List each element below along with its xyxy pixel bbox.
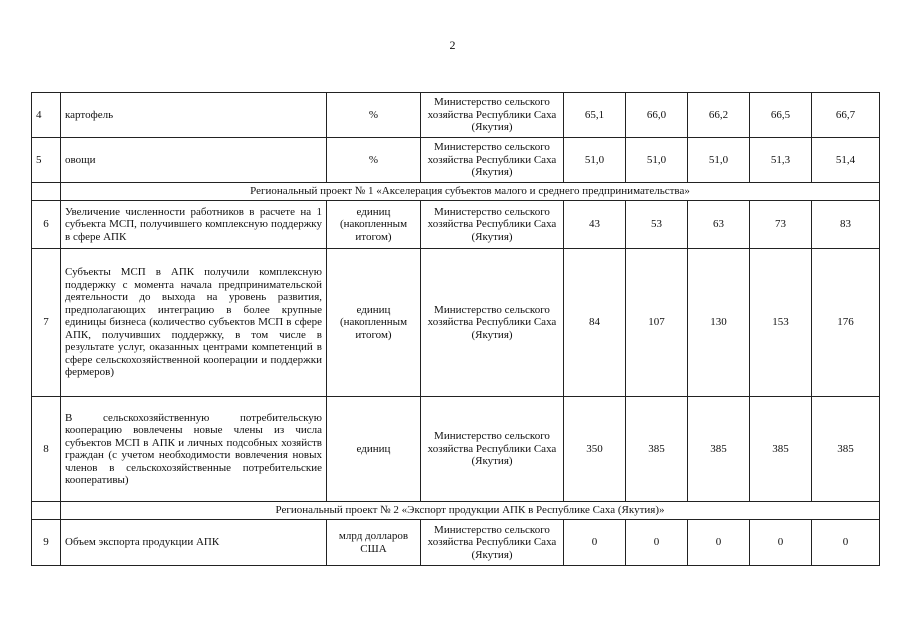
ministry-cell: Министерство сельского хозяйства Республики Саха (Якутия) <box>421 138 564 183</box>
value-cell: 73 <box>750 201 812 249</box>
row-number: 6 <box>32 201 61 249</box>
section-header-spacer <box>32 183 61 201</box>
row-number: 4 <box>32 93 61 138</box>
indicator-name: овощи <box>61 138 327 183</box>
value-cell: 385 <box>750 397 812 502</box>
value-cell: 65,1 <box>564 93 626 138</box>
value-cell: 43 <box>564 201 626 249</box>
page-number: 2 <box>449 38 456 52</box>
value-cell: 63 <box>688 201 750 249</box>
table-row <box>32 520 880 566</box>
value-cell: 51,4 <box>812 138 880 183</box>
value-cell: 130 <box>688 249 750 397</box>
section-header-row <box>32 502 880 520</box>
indicator-name: Увеличение численности работников в расчете на 1 субъекта МСП, получившего комплексную поддержку в сфере АПК <box>61 201 327 249</box>
row-number: 7 <box>32 249 61 397</box>
value-cell: 0 <box>812 520 880 566</box>
indicators-table <box>31 92 880 566</box>
indicator-name: Субъекты МСП в АПК получили комплексную поддержку с момента начала предпринимательской деятельности до выхода на уровень развития, предполагающих интеграцию в более крупные единицы бизнеса (количество субъектов МСП в сфере АПК, получивших поддержку, в том числе в результате услуг, оказанных центрами компетенций в сфере сельскохозяйственной кооперации и поддержки фермеров) <box>61 249 327 397</box>
value-cell: 107 <box>626 249 688 397</box>
value-cell: 350 <box>564 397 626 502</box>
section-header-spacer <box>32 502 61 520</box>
value-cell: 176 <box>812 249 880 397</box>
value-cell: 84 <box>564 249 626 397</box>
value-cell: 66,7 <box>812 93 880 138</box>
value-cell: 66,0 <box>626 93 688 138</box>
table-row <box>32 249 880 397</box>
table-row <box>32 397 880 502</box>
value-cell: 66,5 <box>750 93 812 138</box>
ministry-cell: Министерство сельского хозяйства Республики Саха (Якутия) <box>421 93 564 138</box>
table-row <box>32 201 880 249</box>
value-cell: 51,0 <box>564 138 626 183</box>
ministry-cell: Министерство сельского хозяйства Республики Саха (Якутия) <box>421 249 564 397</box>
indicator-name: Объем экспорта продукции АПК <box>61 520 327 566</box>
value-cell: 51,3 <box>750 138 812 183</box>
unit-cell: единиц (накопленным итогом) <box>327 201 421 249</box>
value-cell: 385 <box>688 397 750 502</box>
value-cell: 53 <box>626 201 688 249</box>
row-number: 9 <box>32 520 61 566</box>
value-cell: 153 <box>750 249 812 397</box>
ministry-cell: Министерство сельского хозяйства Республики Саха (Якутия) <box>421 201 564 249</box>
project-1-title: Региональный проект № 1 «Акселерация субъектов малого и среднего предпринимательства» <box>61 183 880 201</box>
value-cell: 66,2 <box>688 93 750 138</box>
section-header-row <box>32 183 880 201</box>
value-cell: 51,0 <box>688 138 750 183</box>
unit-cell: % <box>327 138 421 183</box>
table-row <box>32 93 880 138</box>
value-cell: 0 <box>688 520 750 566</box>
value-cell: 0 <box>564 520 626 566</box>
unit-cell: % <box>327 93 421 138</box>
indicator-name: В сельскохозяйственную потребительскую кооперацию вовлечены новые члены из числа субъектов МСП в АПК и личных подсобных хозяйств граждан (с учетом необходимости вовлечения новых членов в сельскохозяйственные потребительские кооперативы) <box>61 397 327 502</box>
table-row <box>32 138 880 183</box>
value-cell: 385 <box>812 397 880 502</box>
value-cell: 51,0 <box>626 138 688 183</box>
value-cell: 0 <box>626 520 688 566</box>
unit-cell: единиц (накопленным итогом) <box>327 249 421 397</box>
unit-cell: млрд долларов США <box>327 520 421 566</box>
ministry-cell: Министерство сельского хозяйства Республики Саха (Якутия) <box>421 520 564 566</box>
row-number: 5 <box>32 138 61 183</box>
value-cell: 385 <box>626 397 688 502</box>
ministry-cell: Министерство сельского хозяйства Республики Саха (Якутия) <box>421 397 564 502</box>
indicator-name: картофель <box>61 93 327 138</box>
unit-cell: единиц <box>327 397 421 502</box>
value-cell: 0 <box>750 520 812 566</box>
project-2-title: Региональный проект № 2 «Экспорт продукции АПК в Республике Саха (Якутия)» <box>61 502 880 520</box>
value-cell: 83 <box>812 201 880 249</box>
row-number: 8 <box>32 397 61 502</box>
